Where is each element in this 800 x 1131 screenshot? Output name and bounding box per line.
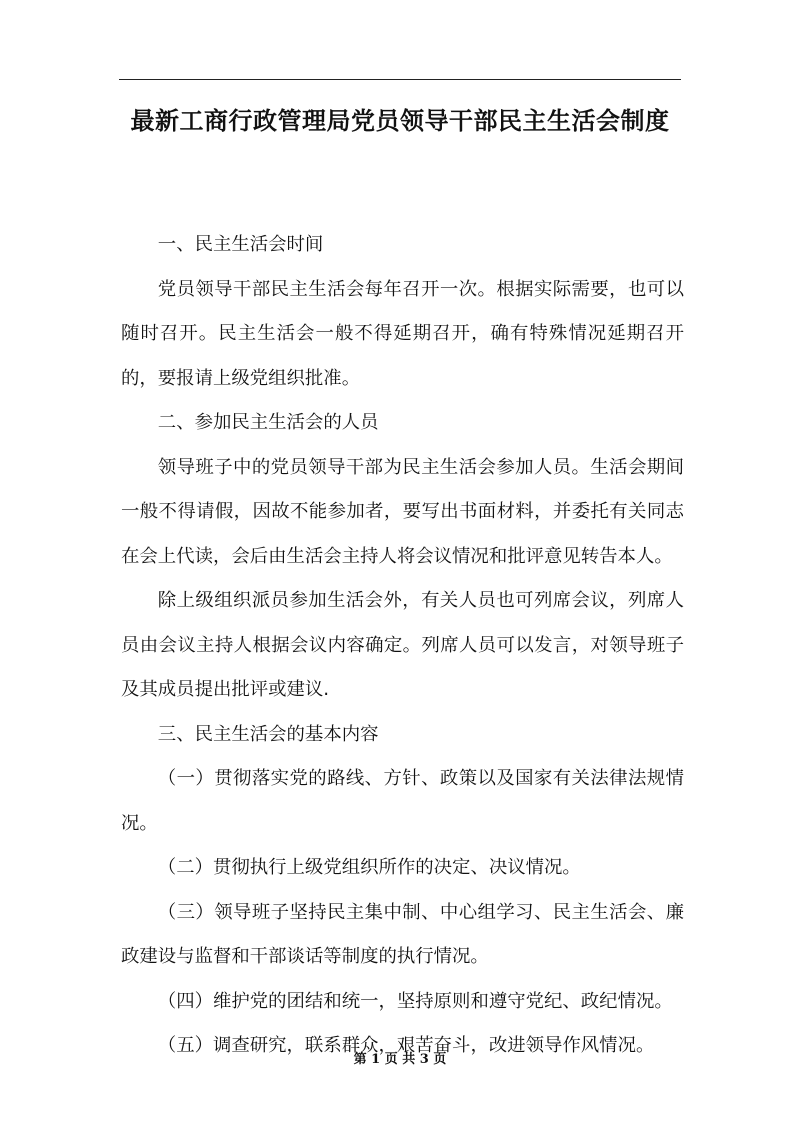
- section-heading-2: 二、参加民主生活会的人员: [157, 412, 379, 433]
- content-item-4: （四）维护党的团结和统一，坚持原则和遵守党纪、政纪情况。: [157, 990, 673, 1012]
- document-body: [121, 223, 684, 1069]
- content-item-5: （五）调查研究，联系群众，艰苦奋斗，改进领导作风情况。: [157, 1035, 655, 1056]
- paragraph-observers: 除上级组织派员参加生活会外，有关人员也可列席会议，列席人员由会议主持人根据会议内容确定。列席人员可以发言，对领导班子及其成员提出批评或建议.: [121, 590, 684, 700]
- content-item-2: （二）贯彻执行上级党组织所作的决定、决议情况。: [157, 857, 581, 878]
- page-footer: [0, 1050, 800, 1070]
- content-item-3: （三）领导班子坚持民主集中制、中心组学习、民主生活会、廉政建设与监督和干部谈话等制度的执行情况。: [121, 901, 684, 967]
- content-item-1: （一）贯彻落实党的路线、方针、政策以及国家有关法律法规情况。: [121, 768, 684, 834]
- page-middle-text: 页 共: [384, 1052, 416, 1067]
- paragraph-meeting-time: 党员领导干部民主生活会每年召开一次。根据实际需要，也可以随时召开。民主生活会一般不得延期召开，确有特殊情况延期召开的，要报请上级党组织批准。: [121, 278, 684, 389]
- document-title: 最新工商行政管理局党员领导干部民主生活会制度: [130, 107, 670, 135]
- total-pages-number: 3: [419, 1052, 429, 1067]
- page-suffix: 页: [433, 1052, 447, 1067]
- page-prefix: 第: [353, 1052, 367, 1067]
- paragraph-participants: 领导班子中的党员领导干部为民主生活会参加人员。生活会期间一般不得请假，因故不能参加者，要写出书面材料，并委托有关同志在会上代读，会后由生活会主持人将会议情况和批评意见转告本人。: [121, 456, 684, 567]
- section-heading-3: 三、民主生活会的基本内容: [157, 723, 379, 745]
- section-heading-1: 一、民主生活会时间: [157, 234, 324, 255]
- current-page-number: 1: [371, 1052, 381, 1067]
- header-rule: [119, 79, 681, 80]
